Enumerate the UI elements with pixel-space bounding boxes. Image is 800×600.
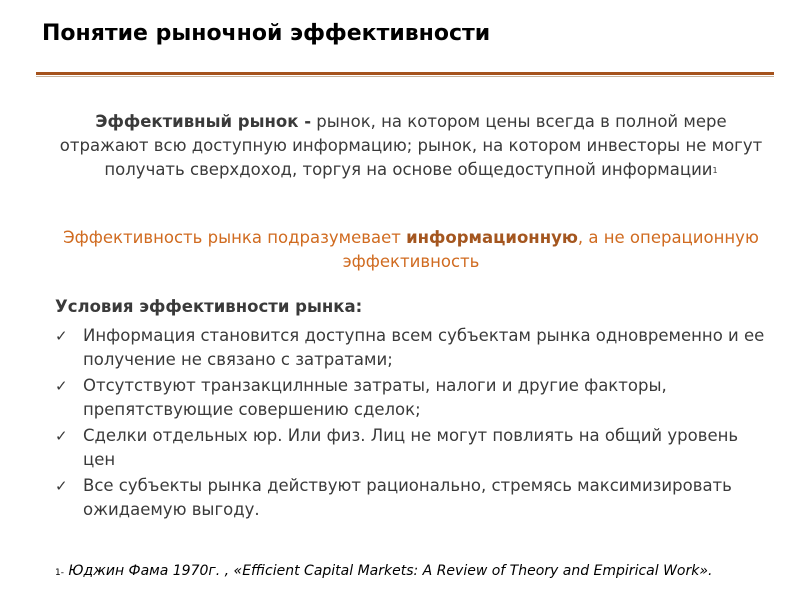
footnote-number: 1- [55,568,64,578]
note-accent: информационную [406,228,578,247]
footnote [55,561,769,583]
condition-text: Отсутствуют транзакцилнные затраты, налоги и другие факторы, препятствующие совершению сделок; [83,376,667,419]
checkmark-icon: ✓ [55,477,68,495]
checkmark-icon: ✓ [55,327,68,345]
condition-item [55,474,775,522]
slide-title: Понятие рыночной эффективности [42,21,491,46]
conditions-heading: Условия эффективности рынка: [55,297,363,316]
definition-footnote-mark: 1 [712,166,718,175]
conditions-list [55,324,775,524]
note-text-after: , а не операционную эффективность [342,228,759,271]
checkmark-icon: ✓ [55,377,68,395]
title-divider-shadow [36,76,774,77]
definition-term: Эффективный рынок - [95,112,312,131]
condition-item [55,374,775,422]
condition-text: Информация становится доступна всем субъектам рынка одновременно и ее получение не связано с затратами; [83,326,765,369]
condition-item [55,424,775,472]
condition-item [55,324,775,372]
condition-text: Сделки отдельных юр. Или физ. Лиц не могут повлиять на общий уровень цен [83,426,739,469]
title-divider [36,72,774,75]
condition-text: Все субъекты рынка действуют рационально, стремясь максимизировать ожидаемую выгоду. [83,476,732,519]
checkmark-icon: ✓ [55,427,68,445]
definition-paragraph [52,110,770,185]
efficiency-note [52,226,770,274]
note-text-before: Эффективность рынка подразумевает [63,228,407,247]
footnote-text: Юджин Фама 1970г. , «Efficient Capital Markets: A Review of Theory and Empirical Work». [63,563,713,579]
definition-text: рынок, на котором цены всегда в полной мере отражают всю доступную информацию; рынок, на котором инвесторы не могут получать сверхдоход, торгуя на основе общедоступной информации [59,112,763,179]
